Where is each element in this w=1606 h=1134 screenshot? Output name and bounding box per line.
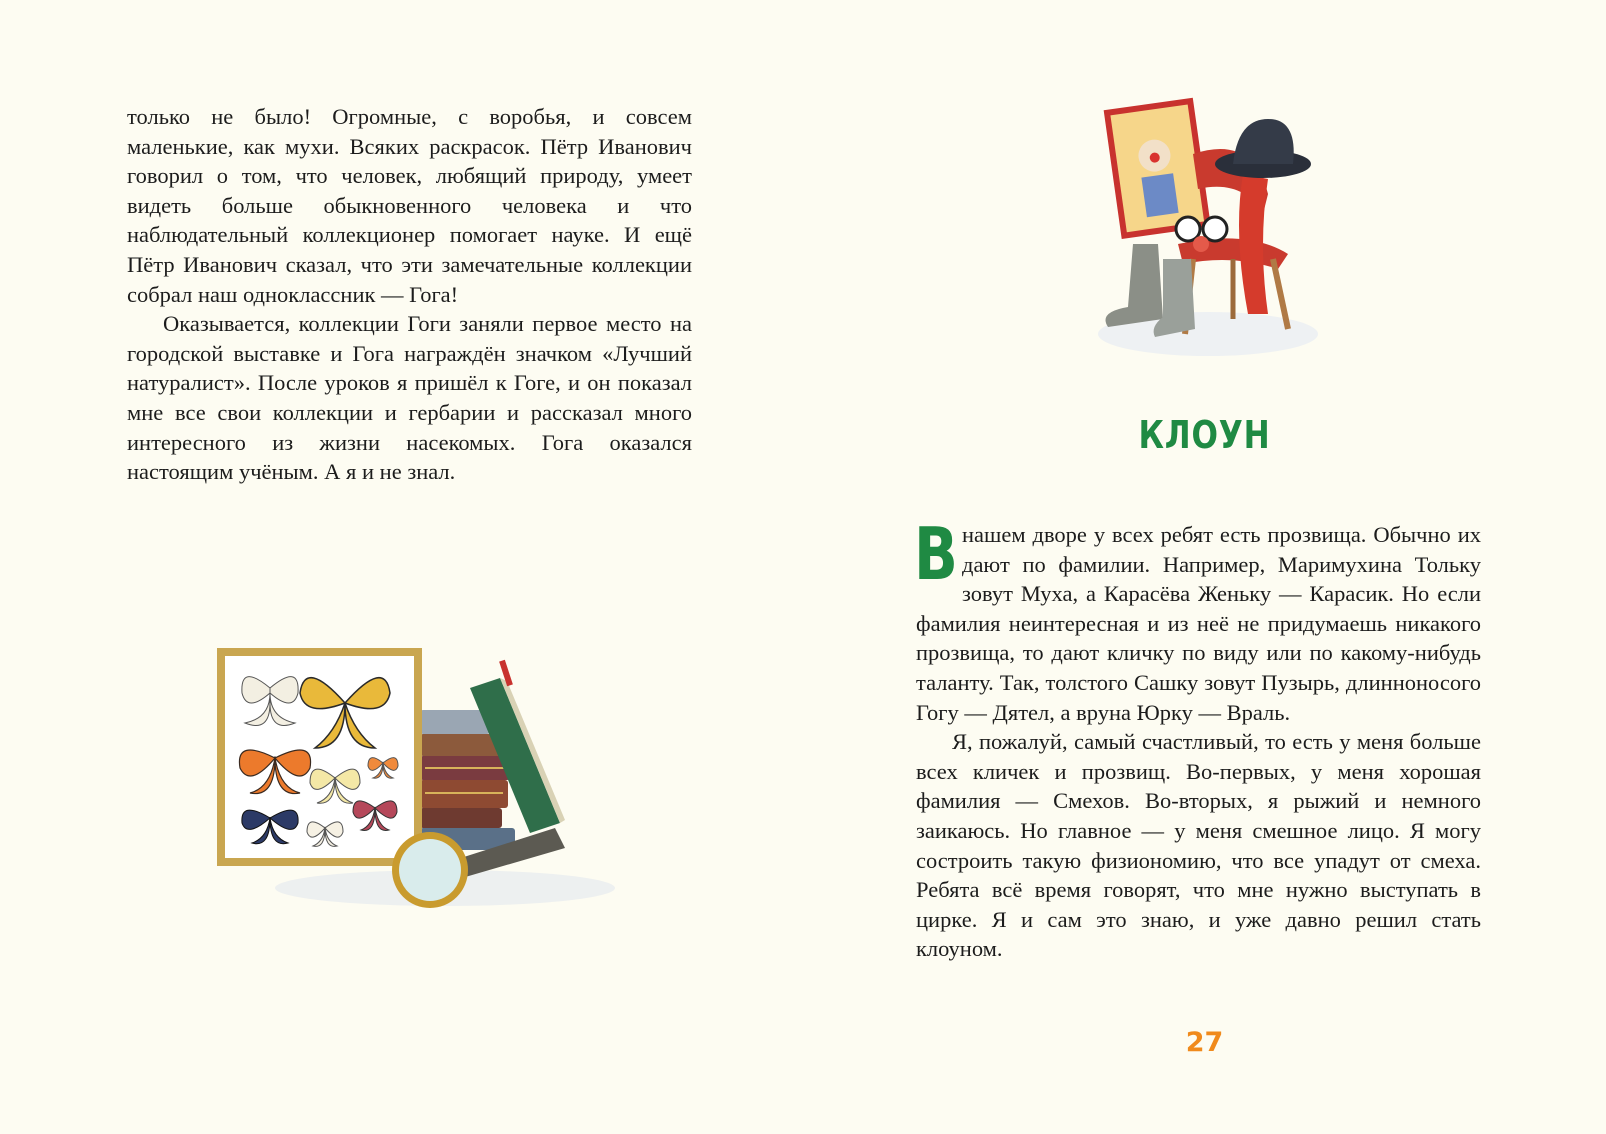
left-paragraph-1: только не было! Огромные, с воробья, и совсем маленькие, как мухи. Всяких раскрасок. Пётр Иванович говорил о том, что человек, любящий природу, умеет видеть больше обыкновенного человека и что наблюдательный коллекционер помогает науке. И ещё Пётр Иванович сказал, что эти замечательные коллекции собрал наш одноклассник — Гога! xyxy=(127,104,692,307)
clown-illustration xyxy=(1093,94,1323,364)
right-paragraph-1 xyxy=(914,512,1481,727)
hat xyxy=(1215,119,1311,178)
book-stack xyxy=(420,660,565,850)
drop-cap: В xyxy=(914,512,958,596)
left-page-text xyxy=(127,102,692,487)
right-paragraph-2: Я, пожалуй, самый счастливый, то есть у меня больше всех кличек и прозвищ. Во-первых, у меня хорошая фамилия — Смехов. Во-вторых, я рыжий и немного заикаюсь. Но главное — у меня смешное лицо. Я могу состроить такую физиономию, что все упадут от смеха. Ребята всё время говорят, что мне нужно выступать в цирке. Я и сам это знаю, и уже давно решил стать клоуном. xyxy=(916,729,1481,962)
left-paragraph-2: Оказывается, коллекции Гоги заняли первое место на городской выставке и Гога награждён значком «Лучший натуралист». После уроков я пришёл к Гоге, и он показал мне все свои коллекции и гербарии и рассказал много интересного из жизни насекомых. Гога оказался настоящим учёным. А я и не знал. xyxy=(127,311,692,485)
chapter-title: КЛОУН xyxy=(1138,413,1271,457)
right-page-text xyxy=(914,512,1481,964)
right-paragraph-1-text: нашем дворе у всех ребят есть прозвища. Обычно их дают по фамилии. Например, Маримухина Тольку зовут Муха, а Карасёва Женьку — Карасик. Но если фамилия неинтересная и из неё не придумаешь никакого прозвища, то дают кличку по виду или по какому-нибудь таланту. Так, толстого Сашку зовут Пузырь, длинноносого Гогу — Дятел, а вруна Юрку — Враль. xyxy=(916,522,1481,725)
page-number: 27 xyxy=(1185,1027,1224,1058)
butterfly-collection-illustration xyxy=(215,648,615,928)
right-page xyxy=(803,0,1606,1134)
butterfly-frame xyxy=(217,648,422,866)
